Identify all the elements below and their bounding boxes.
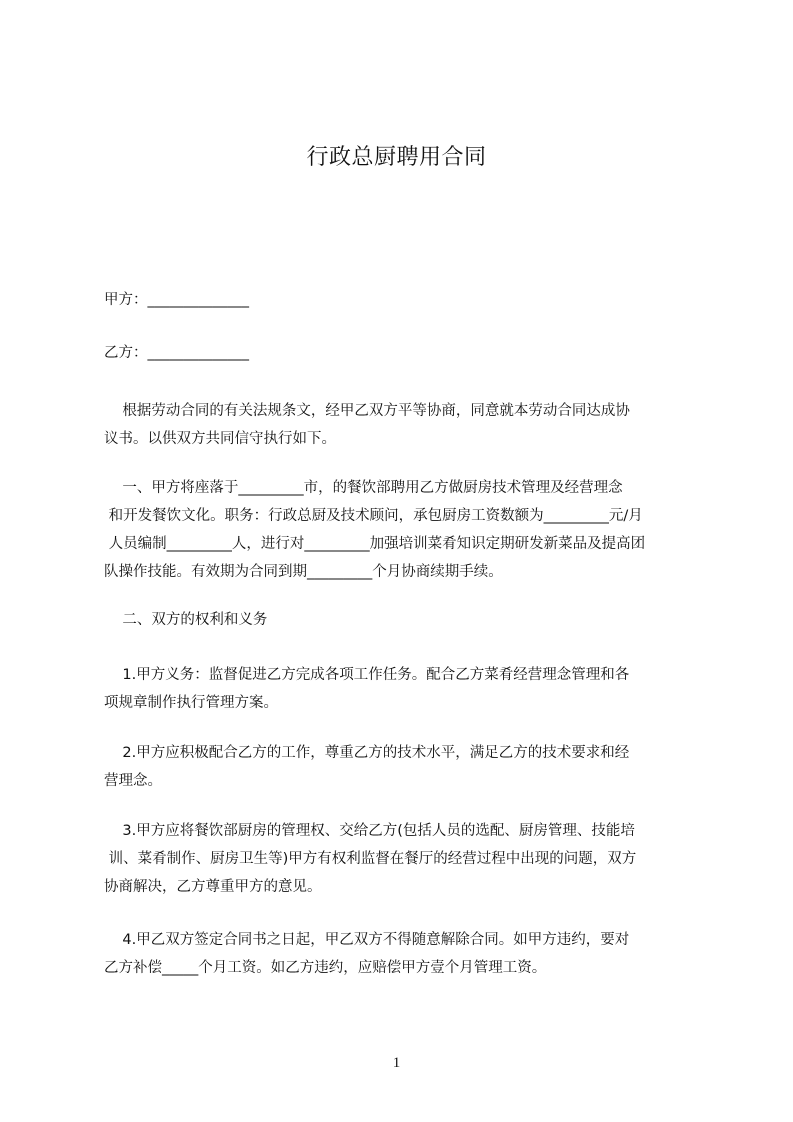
intro-paragraph — [104, 397, 704, 453]
item-2-line: 营理念。 — [104, 773, 162, 789]
item-2-paragraph — [104, 739, 704, 795]
page-number: 1 — [392, 1055, 401, 1071]
item-4-line: 乙方补偿_____个月工资。如乙方违约，应赔偿甲方壹个月管理工资。 — [104, 960, 547, 976]
item-1-line: 项规章制作执行管理方案。 — [104, 695, 278, 711]
clause-one-line: 和开发餐饮文化。职务：行政总厨及技术顾问，承包厨房工资数额为_________元/月 — [104, 508, 643, 524]
item-1-line: 1.甲方义务：监督促进乙方完成各项工作任务。配合乙方菜肴经营理念管理和各 — [104, 667, 630, 683]
item-3-paragraph — [104, 817, 704, 901]
item-2-line: 2.甲方应积极配合乙方的工作，尊重乙方的技术水平，满足乙方的技术要求和经 — [104, 745, 630, 761]
intro-line: 根据劳动合同的有关法规条文，经甲乙双方平等协商，同意就本劳动合同达成协 — [104, 403, 630, 419]
section-two-heading: 二、双方的权利和义务 — [104, 612, 268, 628]
party-a-line: 甲方：______________ — [104, 292, 249, 308]
page-title: 行政总厨聘用合同 — [306, 145, 487, 170]
clause-one-line: 队操作技能。有效期为合同到期_________个月协商续期手续。 — [104, 564, 503, 580]
intro-line: 议书。以供双方共同信守执行如下。 — [104, 431, 336, 447]
item-3-line: 3.甲方应将餐饮部厨房的管理权、交给乙方(包括人员的选配、厨房管理、技能培 — [104, 823, 635, 839]
item-1-paragraph — [104, 661, 704, 717]
clause-one-line: 人员编制_________人，进行对_________加强培训菜肴知识定期研发新菜品及提高团 — [104, 536, 646, 552]
item-4-line: 4.甲乙双方签定合同书之日起，甲乙双方不得随意解除合同。如甲方违约，要对 — [104, 932, 630, 948]
item-4-paragraph — [104, 926, 704, 982]
item-3-line: 协商解决，乙方尊重甲方的意见。 — [104, 879, 322, 895]
clause-one-line: 一、甲方将座落于_________市，的餐饮部聘用乙方做厨房技术管理及经营理念 — [104, 480, 623, 496]
item-3-line: 训、菜肴制作、厨房卫生等)甲方有权利监督在餐厅的经营过程中出现的问题，双方 — [104, 851, 637, 867]
party-b-line: 乙方：______________ — [104, 345, 249, 361]
clause-one-paragraph — [104, 474, 704, 586]
